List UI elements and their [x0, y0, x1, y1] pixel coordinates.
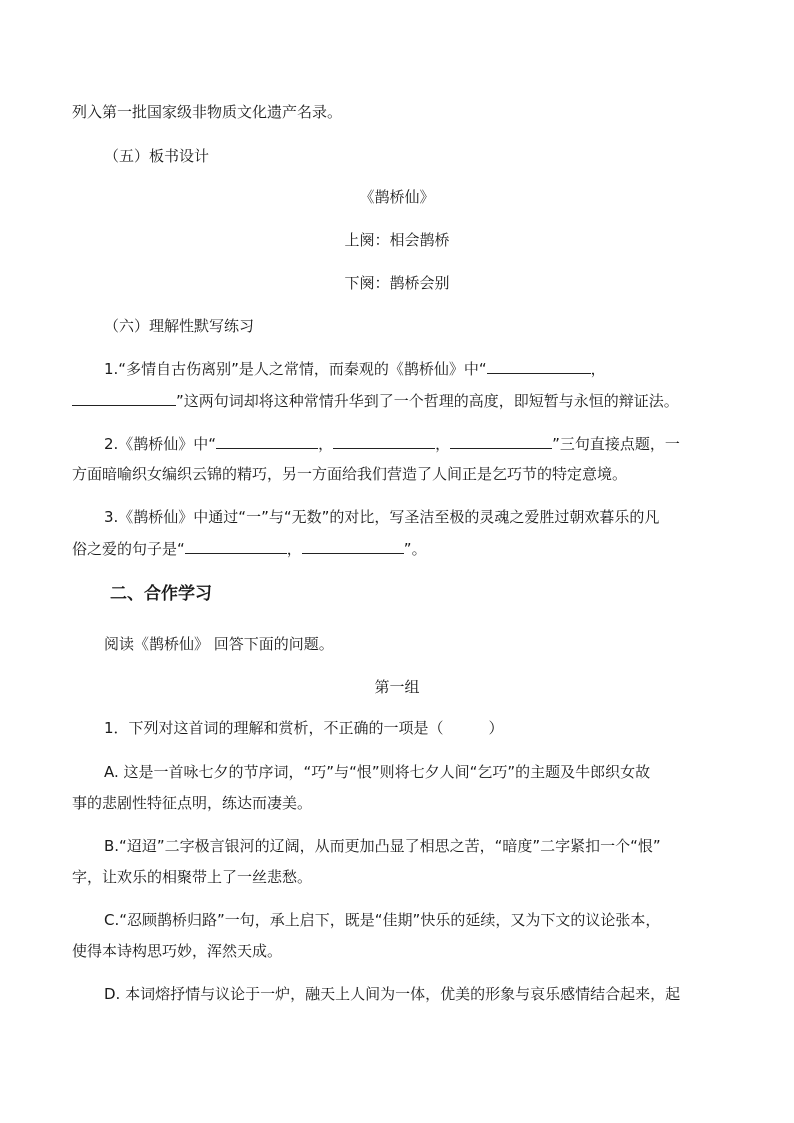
q2-text-d: ”三句直接点题，一 [552, 435, 680, 453]
q2-blank-2[interactable] [333, 433, 435, 449]
option-a-line-1: A. 这是一首咏七夕的节序词，“巧”与“恨”则将七夕人间“乞巧”的主题及牛郎织女故 [104, 763, 651, 781]
section-5-title: （五）板书设计 [104, 147, 210, 165]
q2-text-b: ， [318, 435, 334, 453]
q1-text-c: ”这两句词却将这种常情升华到了一个哲理的高度，即短暂与永恒的辩证法。 [176, 392, 679, 410]
q1-text-a: 1.“多情自古伤离别”是人之常情，而秦观的《鹊桥仙》中“ [104, 360, 487, 378]
option-b-line-1: B.“迢迢”二字极言银河的辽阔，从而更加凸显了相思之苦，“暗度”二字紧扣一个“恨” [104, 837, 661, 855]
q1-text-b: ， [590, 360, 606, 378]
q2-line-2: 方面暗喻织女编织云锦的精巧，另一方面给我们营造了人间正是乞巧节的特定意境。 [72, 465, 628, 483]
option-c-line-1: C.“忍顾鹊桥归路”一句，承上启下，既是“佳期”快乐的延续，又为下文的议论张本， [104, 911, 661, 929]
q1-blank-2[interactable] [72, 390, 176, 406]
part-2-heading: 二、合作学习 [110, 584, 212, 604]
q2-line-1 [104, 433, 680, 454]
board-lower-stanza: 下阕：鹊桥会别 [344, 274, 450, 292]
q3-text-b: 俗之爱的句子是“ [72, 540, 185, 558]
q3-blank-1[interactable] [185, 538, 287, 554]
board-poem-title: 《鹊桥仙》 [359, 188, 435, 206]
board-upper-stanza: 上阕：相会鹊桥 [344, 231, 450, 249]
q2-text-a: 2.《鹊桥仙》中“ [104, 435, 217, 453]
q2-text-c: ， [435, 435, 451, 453]
q1-blank-1[interactable] [487, 358, 591, 374]
group-title: 第一组 [374, 678, 420, 696]
q3-text-d: ”。 [403, 540, 427, 558]
q3-line-1: 3.《鹊桥仙》中通过“一”与“无数”的对比，写圣洁至极的灵魂之爱胜过朝欢暮乐的凡 [104, 508, 660, 526]
q2-blank-3[interactable] [450, 433, 552, 449]
option-d-line-1: D. 本词熔抒情与议论于一炉，融天上人间为一体，优美的形象与哀乐感情结合起来，起 [104, 985, 681, 1003]
q2-blank-1[interactable] [216, 433, 318, 449]
option-c-line-2: 使得本诗构思巧妙，浑然天成。 [72, 942, 283, 960]
section-6-title: （六）理解性默写练习 [104, 317, 255, 335]
q1-line-2 [72, 390, 679, 411]
question-stem: 1．下列对这首词的理解和赏析，不正确的一项是（ ） [104, 719, 504, 737]
q3-line-2 [72, 538, 427, 559]
q1-line-1 [104, 358, 606, 379]
intro-tail-line: 列入第一批国家级非物质文化遗产名录。 [72, 103, 343, 121]
option-b-line-2: 字，让欢乐的相聚带上了一丝悲愁。 [72, 868, 313, 886]
option-a-line-2: 事的悲剧性特征点明，练达而凄美。 [72, 794, 313, 812]
q3-text-c: ， [286, 540, 302, 558]
part-2-instruction: 阅读《鹊桥仙》 回答下面的问题。 [104, 635, 334, 653]
q3-blank-2[interactable] [302, 538, 404, 554]
